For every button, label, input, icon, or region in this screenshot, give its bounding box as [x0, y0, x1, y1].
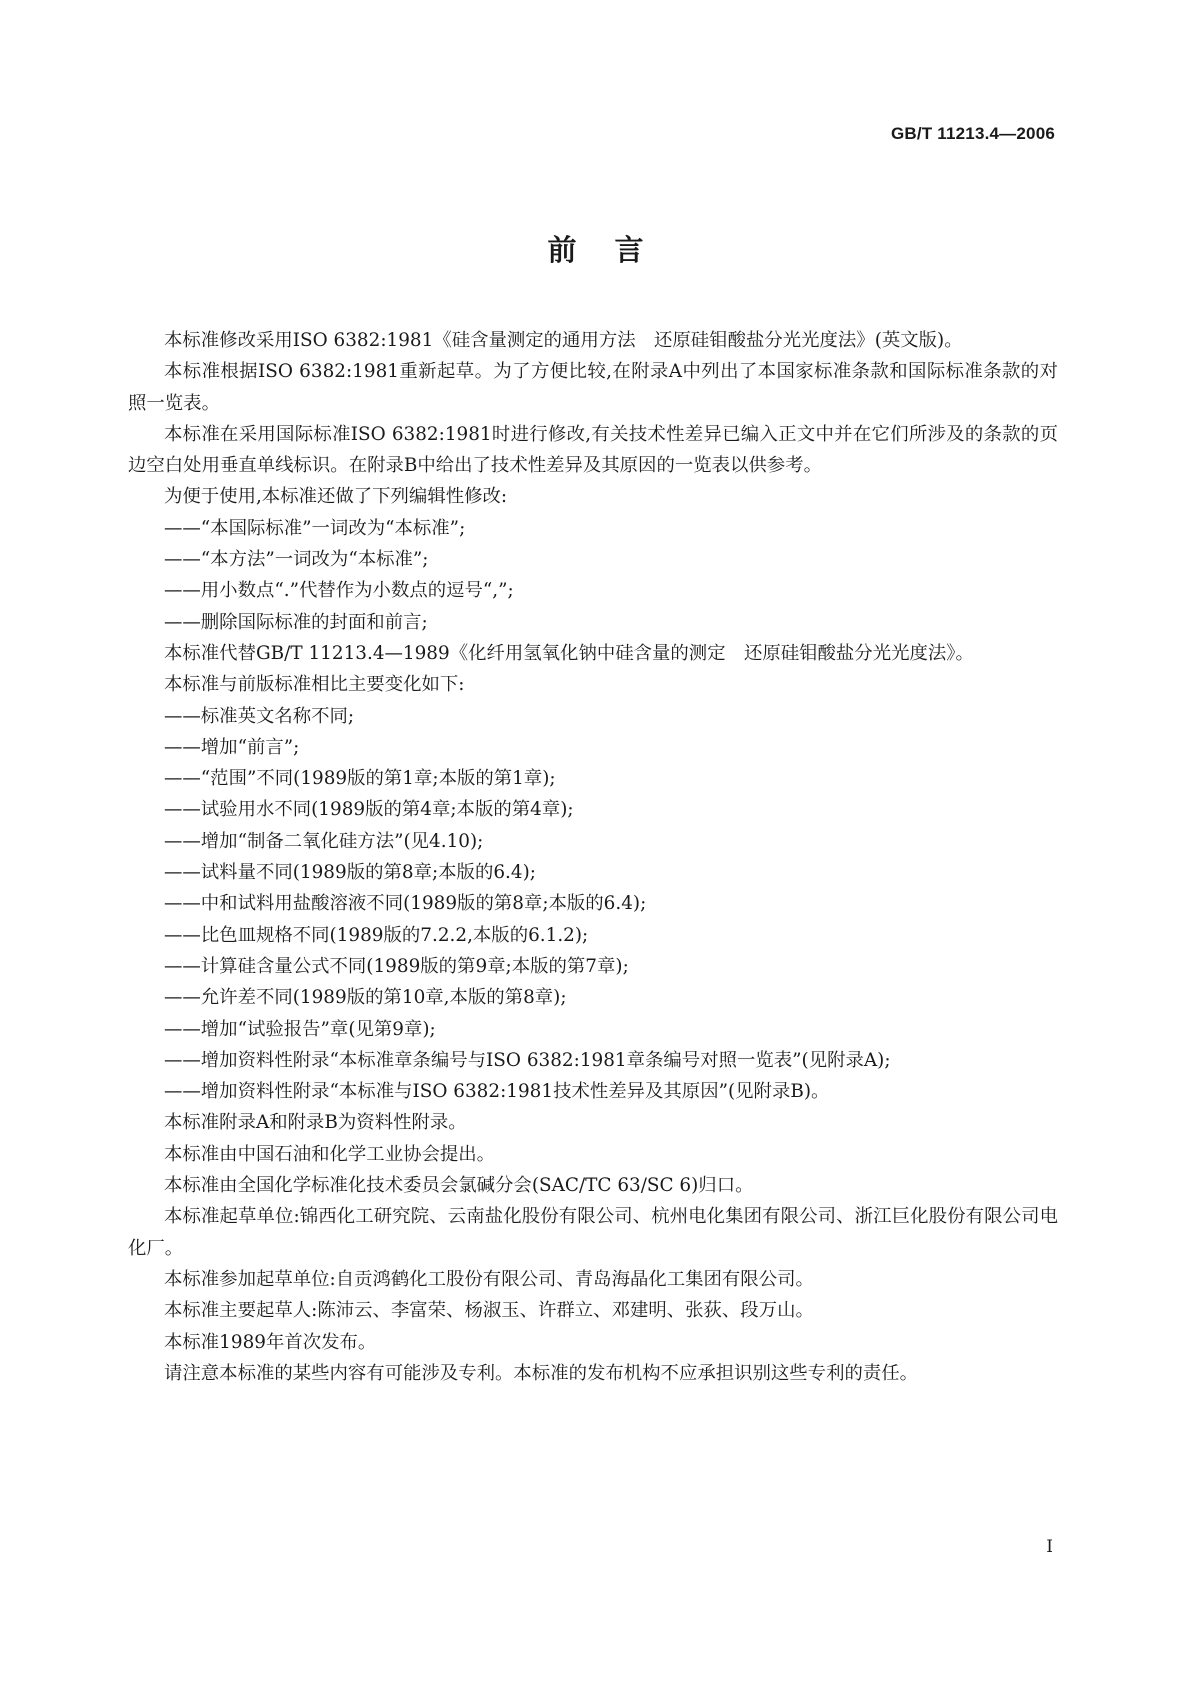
standard-number: GB/T 11213.4—2006: [890, 124, 1055, 143]
page-number: I: [1046, 1537, 1053, 1557]
list-item: ——比色皿规格不同(1989版的7.2.2,本版的6.1.2);: [164, 924, 589, 946]
list-item: ——“范围”不同(1989版的第1章;本版的第1章);: [164, 768, 556, 790]
paragraph: 本标准1989年首次发布。: [164, 1331, 377, 1353]
list-item: ——增加资料性附录“本标准章条编号与ISO 6382:1981章条编号对照一览表”(见附录A);: [164, 1049, 891, 1071]
paragraph: 本标准根据ISO 6382:1981重新起草。为了方便比较,在附录A中列出了本国家标准条款和国际标准条款的对照一览表。: [128, 361, 1058, 414]
paragraph: 本标准与前版标准相比主要变化如下:: [164, 674, 465, 696]
paragraph: 本标准代替GB/T 11213.4—1989《化纤用氢氧化钠中硅含量的测定 还原硅钼酸盐分光光度法》。: [164, 642, 974, 664]
list-item: ——允许差不同(1989版的第10章,本版的第8章);: [164, 987, 567, 1009]
list-item: ——中和试料用盐酸溶液不同(1989版的第8章;本版的6.4);: [164, 893, 647, 915]
paragraph: 本标准附录A和附录B为资料性附录。: [164, 1112, 467, 1134]
paragraph: 本标准在采用国际标准ISO 6382:1981时进行修改,有关技术性差异已编入正文中并在它们所涉及的条款的页边空白处用垂直单线标识。在附录B中给出了技术性差异及其原因的一览表以供参考。: [128, 423, 1058, 477]
list-item: ——增加“制备二氧化硅方法”(见4.10);: [164, 830, 484, 852]
list-item: ——“本国际标准”一词改为“本标准”;: [164, 517, 466, 539]
foreword-body: [128, 325, 1058, 1389]
list-item: ——“本方法”一词改为“本标准”;: [164, 549, 429, 571]
list-item: ——试验用水不同(1989版的第4章;本版的第4章);: [164, 799, 574, 821]
list-item: ——增加资料性附录“本标准与ISO 6382:1981技术性差异及其原因”(见附录B)。: [164, 1081, 830, 1103]
list-item: ——试料量不同(1989版的第8章;本版的6.4);: [164, 862, 536, 884]
paragraph: 本标准由中国石油和化学工业协会提出。: [164, 1143, 496, 1165]
page-title: 前言: [547, 233, 682, 267]
paragraph: 本标准参加起草单位:自贡鸿鹤化工股份有限公司、青岛海晶化工集团有限公司。: [164, 1268, 814, 1290]
paragraph: 本标准主要起草人:陈沛云、李富荣、杨淑玉、许群立、邓建明、张荻、段万山。: [164, 1300, 814, 1322]
paragraph: 为便于使用,本标准还做了下列编辑性修改:: [164, 486, 508, 508]
list-item: ——用小数点“.”代替作为小数点的逗号“,”;: [164, 580, 514, 602]
list-item: ——增加“前言”;: [164, 736, 300, 758]
paragraph: 本标准由全国化学标准化技术委员会氯碱分会(SAC/TC 63/SC 6)归口。: [164, 1175, 754, 1197]
list-item: ——删除国际标准的封面和前言;: [164, 611, 428, 633]
paragraph: 本标准修改采用ISO 6382:1981《硅含量测定的通用方法 还原硅钼酸盐分光光度法》(英文版)。: [164, 330, 963, 351]
list-item: ——计算硅含量公式不同(1989版的第9章;本版的第7章);: [164, 955, 629, 977]
paragraph: 请注意本标准的某些内容有可能涉及专利。本标准的发布机构不应承担识别这些专利的责任。: [164, 1362, 919, 1384]
paragraph: 本标准起草单位:锦西化工研究院、云南盐化股份有限公司、杭州电化集团有限公司、浙江巨化股份有限公司电化厂。: [128, 1206, 1058, 1259]
list-item: ——标准英文名称不同;: [164, 705, 355, 727]
list-item: ——增加“试验报告”章(见第9章);: [164, 1018, 436, 1040]
